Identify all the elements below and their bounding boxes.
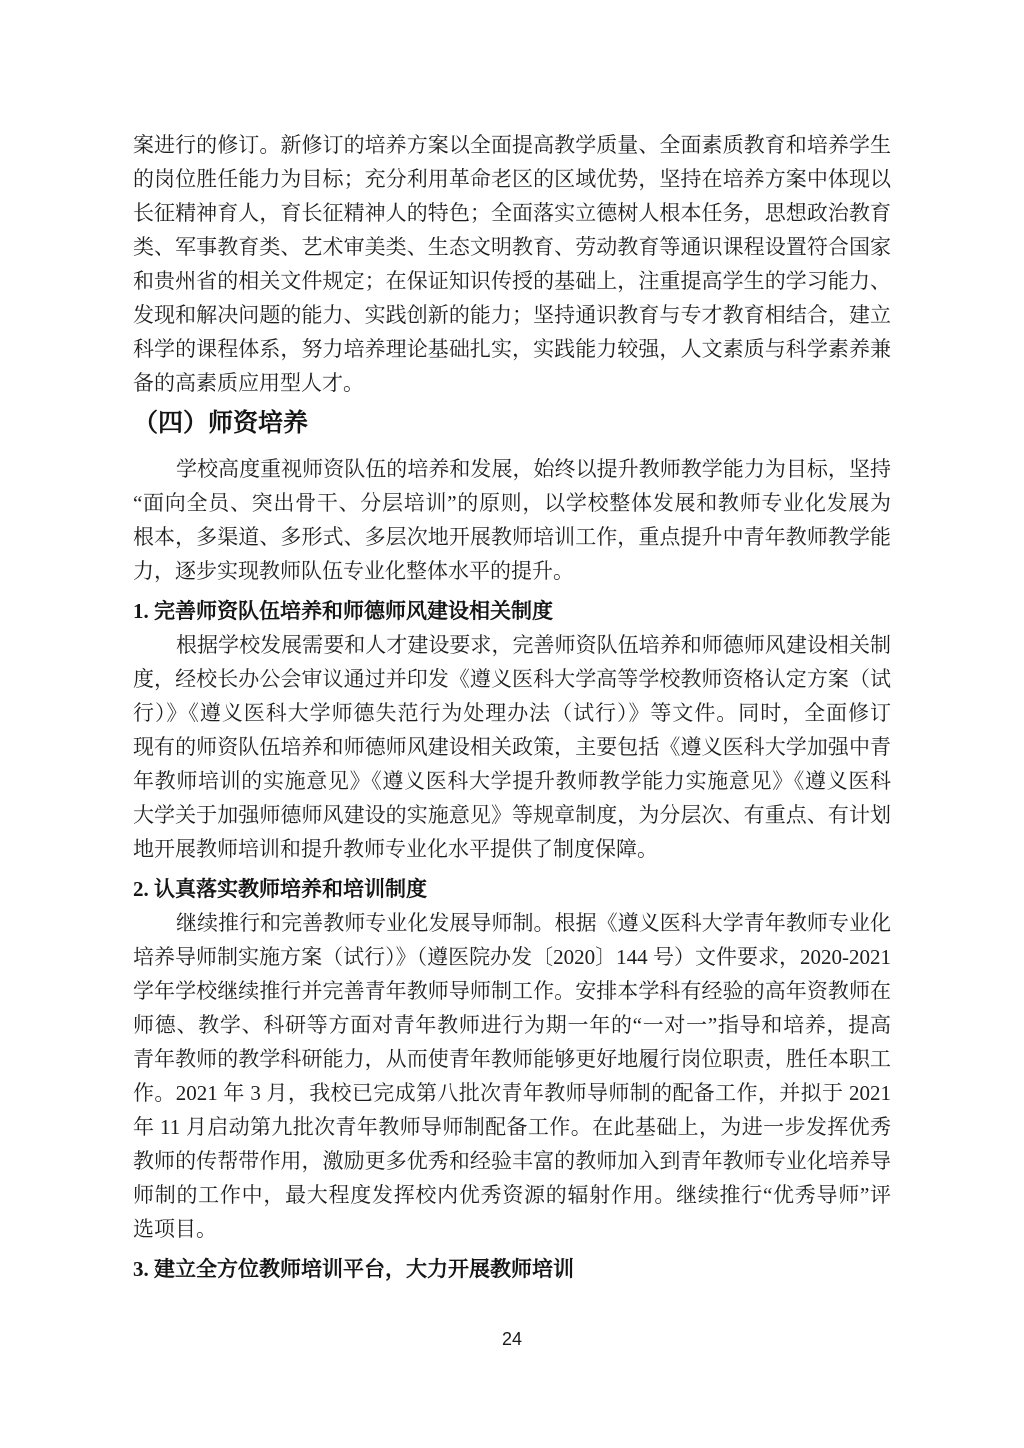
text-line: 教师的传帮带作用，激励更多优秀和经验丰富的教师加入到青年教师专业化培养导: [133, 1149, 891, 1173]
section-heading: （四）师资培养: [133, 410, 309, 437]
text-line: 根本，多渠道、多形式、多层次地开展教师培训工作，重点提升中青年教师教学能: [133, 525, 891, 549]
text-line: 长征精神育人，育长征精神人的特色；全面落实立德树人根本任务，思想政治教育: [133, 201, 891, 225]
subsection-heading: 1. 完善师资队伍培养和师德师风建设相关制度: [133, 599, 553, 623]
body-paragraph: [133, 128, 891, 400]
text-line: 年 11 月启动第九批次青年教师导师制配备工作。在此基础上，为进一步发挥优秀: [133, 1115, 891, 1139]
text-line: 学校高度重视师资队伍的培养和发展，始终以提升教师教学能力为目标，坚持: [176, 457, 891, 481]
text-line: 发现和解决问题的能力、实践创新的能力；坚持通识教育与专才教育相结合，建立: [133, 303, 891, 327]
text-line: 力，逐步实现教师队伍专业化整体水平的提升。: [133, 559, 574, 583]
text-line: 科学的课程体系，努力培养理论基础扎实，实践能力较强，人文素质与科学素养兼: [133, 337, 891, 361]
text-line: “面向全员、突出骨干、分层培训”的原则，以学校整体发展和教师专业化发展为: [133, 491, 891, 515]
text-line: 地开展教师培训和提升教师专业化水平提供了制度保障。: [133, 837, 658, 861]
text-line: 年教师培训的实施意见》《遵义医科大学提升教师教学能力实施意见》《遵义医科: [133, 769, 891, 793]
text-line: 案进行的修订。新修订的培养方案以全面提高教学质量、全面素质教育和培养学生: [133, 133, 891, 157]
body-paragraph: [133, 452, 891, 588]
text-line: 作。2021 年 3 月，我校已完成第八批次青年教师导师制的配备工作，并拟于 2021: [133, 1081, 891, 1105]
text-line: 选项目。: [133, 1217, 217, 1241]
body-paragraph: [133, 628, 891, 866]
page-content: [133, 128, 891, 1286]
subsection-heading: 3. 建立全方位教师培训平台，大力开展教师培训: [133, 1257, 574, 1281]
text-line: 师德、教学、科研等方面对青年教师进行为期一年的“一对一”指导和培养，提高: [133, 1013, 891, 1037]
text-line: 继续推行和完善教师专业化发展导师制。根据《遵义医科大学青年教师专业化: [176, 911, 891, 935]
text-line: 青年教师的教学科研能力，从而使青年教师能够更好地履行岗位职责，胜任本职工: [133, 1047, 891, 1071]
text-line: 大学关于加强师德师风建设的实施意见》等规章制度，为分层次、有重点、有计划: [133, 803, 891, 827]
text-line: 度，经校长办公会审议通过并印发《遵义医科大学高等学校教师资格认定方案（试: [133, 667, 891, 691]
text-line: 根据学校发展需要和人才建设要求，完善师资队伍培养和师德师风建设相关制: [176, 633, 891, 657]
text-line: 类、军事教育类、艺术审美类、生态文明教育、劳动教育等通识课程设置符合国家: [133, 235, 891, 259]
text-line: 行）》《遵义医科大学师德失范行为处理办法（试行）》等文件。同时，全面修订: [133, 701, 891, 725]
text-line: 师制的工作中，最大程度发挥校内优秀资源的辐射作用。继续推行“优秀导师”评: [133, 1183, 891, 1207]
text-line: 培养导师制实施方案（试行）》（遵医院办发〔2020〕144 号）文件要求，2020-2021: [133, 945, 891, 969]
text-line: 现有的师资队伍培养和师德师风建设相关政策，主要包括《遵义医科大学加强中青: [133, 735, 891, 759]
subsection-heading: 2. 认真落实教师培养和培训制度: [133, 877, 427, 901]
body-paragraph: [133, 906, 891, 1246]
page-number: 24: [501, 1329, 523, 1349]
text-line: 备的高素质应用型人才。: [133, 371, 364, 395]
text-line: 学年学校继续推行并完善青年教师导师制工作。安排本学科有经验的高年资教师在: [133, 979, 891, 1003]
text-line: 和贵州省的相关文件规定；在保证知识传授的基础上，注重提高学生的学习能力、: [133, 269, 891, 293]
text-line: 的岗位胜任能力为目标；充分利用革命老区的区域优势，坚持在培养方案中体现以: [133, 167, 891, 191]
